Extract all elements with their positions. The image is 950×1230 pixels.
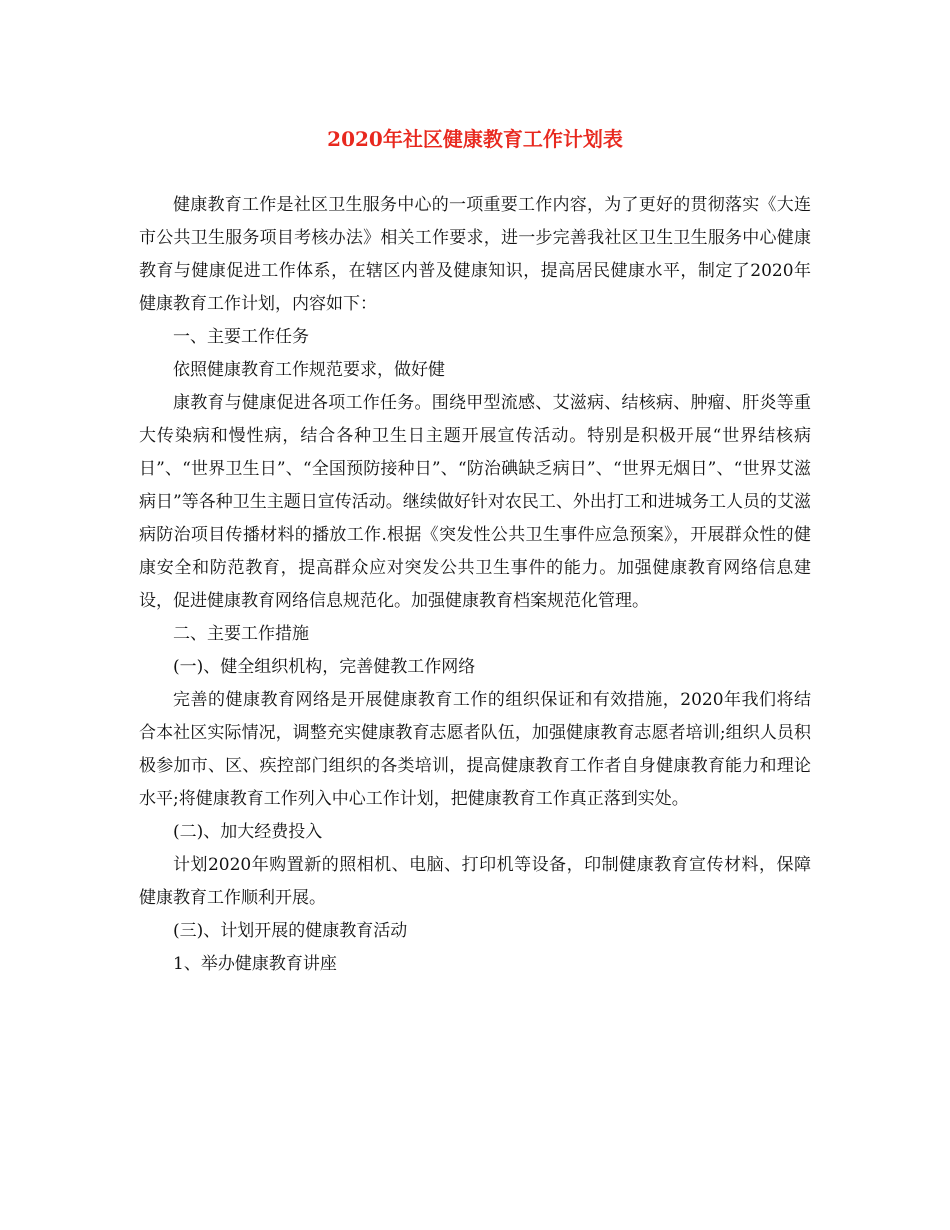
paragraph-organization: 完善的健康教育网络是开展健康教育工作的组织保证和有效措施，2020年我们将结合本社区实际情况，调整充实健康教育志愿者队伍，加强健康教育志愿者培训;组织人员积极参加市、区、疾控部门组织的各类培训，提高健康教育工作者自身健康教育能力和理论水平;将健康教育工作列入中心工作计划，把健康教育工作真正落到实处。 bbox=[139, 690, 811, 809]
paragraph-funding: 计划2020年购置新的照相机、电脑、打印机等设备，印制健康教育宣传材料，保障健康教育工作顺利开展。 bbox=[139, 855, 811, 908]
document-title: 2020年社区健康教育工作计划表 bbox=[327, 127, 623, 151]
paragraph-tasks-body: 康教育与健康促进各项工作任务。围绕甲型流感、艾滋病、结核病、肿瘤、肝炎等重大传染病和慢性病，结合各种卫生日主题开展宣传活动。特别是积极开展“世界结核病日”、“世界卫生日”、“全国预防接种日”、“防治碘缺乏病日”、“世界无烟日”、“世界艾滋病日”等各种卫生主题日宣传活动。继续做好针对农民工、外出打工和进城务工人员的艾滋病防治项目传播材料的播放工作.根据《突发性公共卫生事件应急预案》，开展群众性的健康安全和防范教育，提高群众应对突发公共卫生事件的能力。加强健康教育网络信息建设，促进健康教育网络信息规范化。加强健康教育档案规范化管理。 bbox=[139, 393, 811, 611]
section-heading-tasks: 一、主要工作任务 bbox=[173, 327, 309, 347]
subheading-organization: (一)、健全组织机构，完善健教工作网络 bbox=[173, 657, 476, 677]
section-heading-measures: 二、主要工作措施 bbox=[173, 624, 309, 644]
document-body bbox=[139, 189, 811, 981]
subheading-funding: (二)、加大经费投入 bbox=[173, 822, 323, 842]
list-item-lectures: 1、举办健康教育讲座 bbox=[173, 954, 337, 974]
paragraph-tasks-lead: 依照健康教育工作规范要求，做好健 bbox=[173, 360, 445, 380]
paragraph-intro: 健康教育工作是社区卫生服务中心的一项重要工作内容，为了更好的贯彻落实《大连市公共卫生服务项目考核办法》相关工作要求，进一步完善我社区卫生卫生服务中心健康教育与健康促进工作体系，在辖区内普及健康知识，提高居民健康水平，制定了2020年健康教育工作计划，内容如下： bbox=[139, 195, 811, 314]
subheading-activities: (三)、计划开展的健康教育活动 bbox=[173, 921, 408, 941]
